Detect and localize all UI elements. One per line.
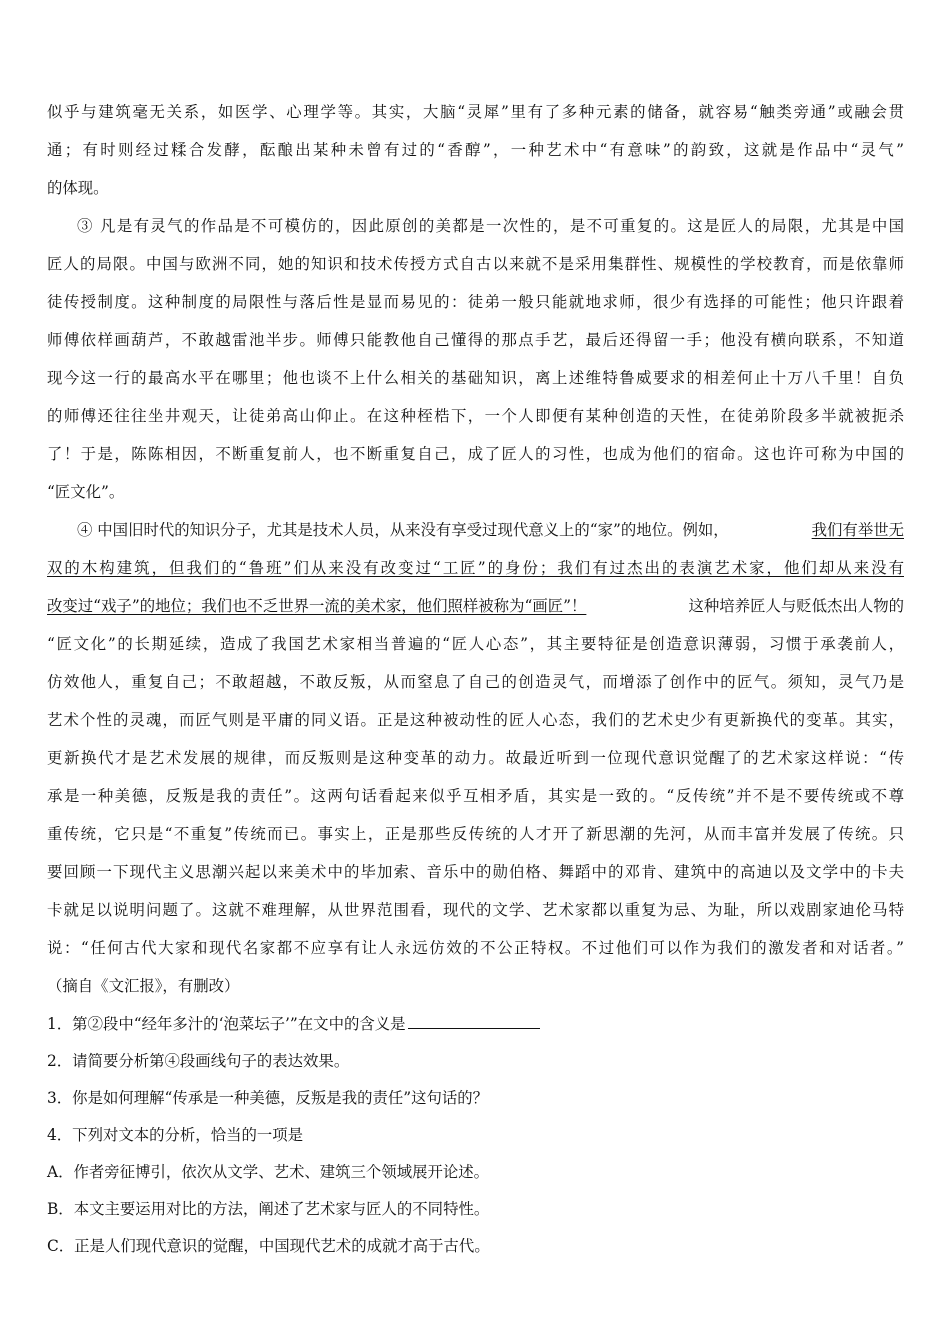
paragraph-4-line: 说：“任何古代大家和现代名家都不应享有让人永远仿效的不公正特权。不过他们可以作为我们的激发者和对话者。”	[47, 939, 904, 957]
option-a: A．作者旁征博引，依次从文学、艺术、建筑三个领域展开论述。	[47, 1163, 490, 1181]
question-4: 4．下列对文本的分析，恰当的一项是	[47, 1126, 304, 1144]
paragraph-4-line: 承是一种美德，反叛是我的责任”。这两句话看起来似乎互相矛盾，其实是一致的。“反传统”并不是不要传统或不尊	[47, 787, 904, 805]
paragraph-3-line: 现今这一行的最高水平在哪里；他也谈不上什么相关的基础知识，离上述维特鲁威要求的相差何止十万八千里！自负	[47, 369, 904, 387]
question-3: 3．你是如何理解“传承是一种美德，反叛是我的责任”这句话的？	[47, 1089, 489, 1107]
source-note: （摘自《文汇报》，有删改）	[47, 977, 240, 995]
underlined-sentence: 双的木构建筑，但我们的“鲁班”们从来没有改变过“工匠”的身份；我们有过杰出的表演艺术家，他们却从来没有	[47, 559, 904, 577]
answer-blank[interactable]	[408, 1013, 540, 1029]
paragraph-3-line: 的师傅还往往坐井观天，让徒弟高山仰止。在这种桎梏下，一个人即便有某种创造的天性，在徒弟阶段多半就被扼杀	[47, 407, 904, 425]
paragraph-4-text: ④ 中国旧时代的知识分子，尤其是技术人员，从来没有享受过现代意义上的“家”的地位。例如，	[77, 521, 729, 539]
question-2: 2．请简要分析第④段画线句子的表达效果。	[47, 1052, 350, 1070]
paragraph-4-line: “匠文化”的长期延续，造成了我国艺术家相当普遍的“匠人心态”，其主要特征是创造意识薄弱，习惯于承袭前人，	[47, 635, 904, 653]
option-b: B．本文主要运用对比的方法，阐述了艺术家与匠人的不同特性。	[47, 1200, 490, 1218]
paragraph-3-line: 匠人的局限。中国与欧洲不同，她的知识和技术传授方式自古以来就不是采用集群性、规模性的学校教育，而是依靠师	[47, 255, 904, 273]
option-c: C．正是人们现代意识的觉醒，中国现代艺术的成就才高于古代。	[47, 1237, 490, 1255]
paragraph-4-line: 更新换代才是艺术发展的规律，而反叛则是这种变革的动力。故最近听到一位现代意识觉醒了的艺术家这样说：“传	[47, 749, 904, 767]
paragraph-4-line	[77, 519, 904, 541]
paragraph-3-line: “匠文化”。	[47, 483, 125, 501]
paragraph-4-line: 要回顾一下现代主义思潮兴起以来美术中的毕加索、音乐中的勋伯格、舞蹈中的邓肯、建筑中的高迪以及文学中的卡夫	[47, 863, 904, 881]
paragraph-4-line: 重传统，它只是“不重复”传统而已。事实上，正是那些反传统的人才开了新思潮的先河，从而丰富并发展了传统。只	[47, 825, 904, 843]
underlined-sentence: 改变过“戏子”的地位；我们也不乏世界一流的美术家，他们照样被称为“画匠”！	[47, 597, 587, 615]
paragraph-3-line: 了！于是，陈陈相因，不断重复前人，也不断重复自己，成了匠人的习性，也成为他们的宿命。这也许可称为中国的	[47, 445, 904, 463]
paragraph-line: 似乎与建筑毫无关系，如医学、心理学等。其实，大脑“灵犀”里有了多种元素的储备，就容易“触类旁通”或融会贯	[47, 103, 904, 121]
paragraph-4-line: 仿效他人，重复自己；不敢超越，不敢反叛，从而窒息了自己的创造灵气，而增添了创作中的匠气。须知，灵气乃是	[47, 673, 904, 691]
paragraph-4-line: 艺术个性的灵魂，而匠气则是平庸的同义语。正是这种被动性的匠人心态，我们的艺术史少有更新换代的变革。其实，	[47, 711, 904, 729]
paragraph-4-text: 这种培养匠人与贬低杰出人物的	[688, 597, 904, 615]
question-text: 1．第②段中“经年多汁的‘泡菜坛子’”在文中的含义是	[47, 1015, 406, 1033]
paragraph-line: 的体现。	[47, 179, 109, 197]
question-1	[47, 1013, 540, 1035]
paragraph-3-line: 徒传授制度。这种制度的局限性与落后性是显而易见的：徒弟一般只能就地求师，很少有选择的可能性；他只许跟着	[47, 293, 904, 311]
paragraph-3-line: ③ 凡是有灵气的作品是不可模仿的，因此原创的美都是一次性的，是不可重复的。这是匠人的局限，尤其是中国	[77, 217, 904, 235]
paragraph-4-line	[47, 595, 904, 617]
paragraph-line: 通；有时则经过糅合发酵，酝酿出某种未曾有过的“香醇”，一种艺术中“有意味”的韵致，这就是作品中“灵气”	[47, 141, 904, 159]
underlined-sentence: 我们有举世无	[811, 521, 904, 539]
paragraph-3-line: 师傅依样画葫芦，不敢越雷池半步。师傅只能教他自己懂得的那点手艺，最后还得留一手；他没有横向联系，不知道	[47, 331, 904, 349]
paragraph-4-line: 卡就足以说明问题了。这就不难理解，从世界范围看，现代的文学、艺术家都以重复为忌、为耻，所以戏剧家迪伦马特	[47, 901, 904, 919]
